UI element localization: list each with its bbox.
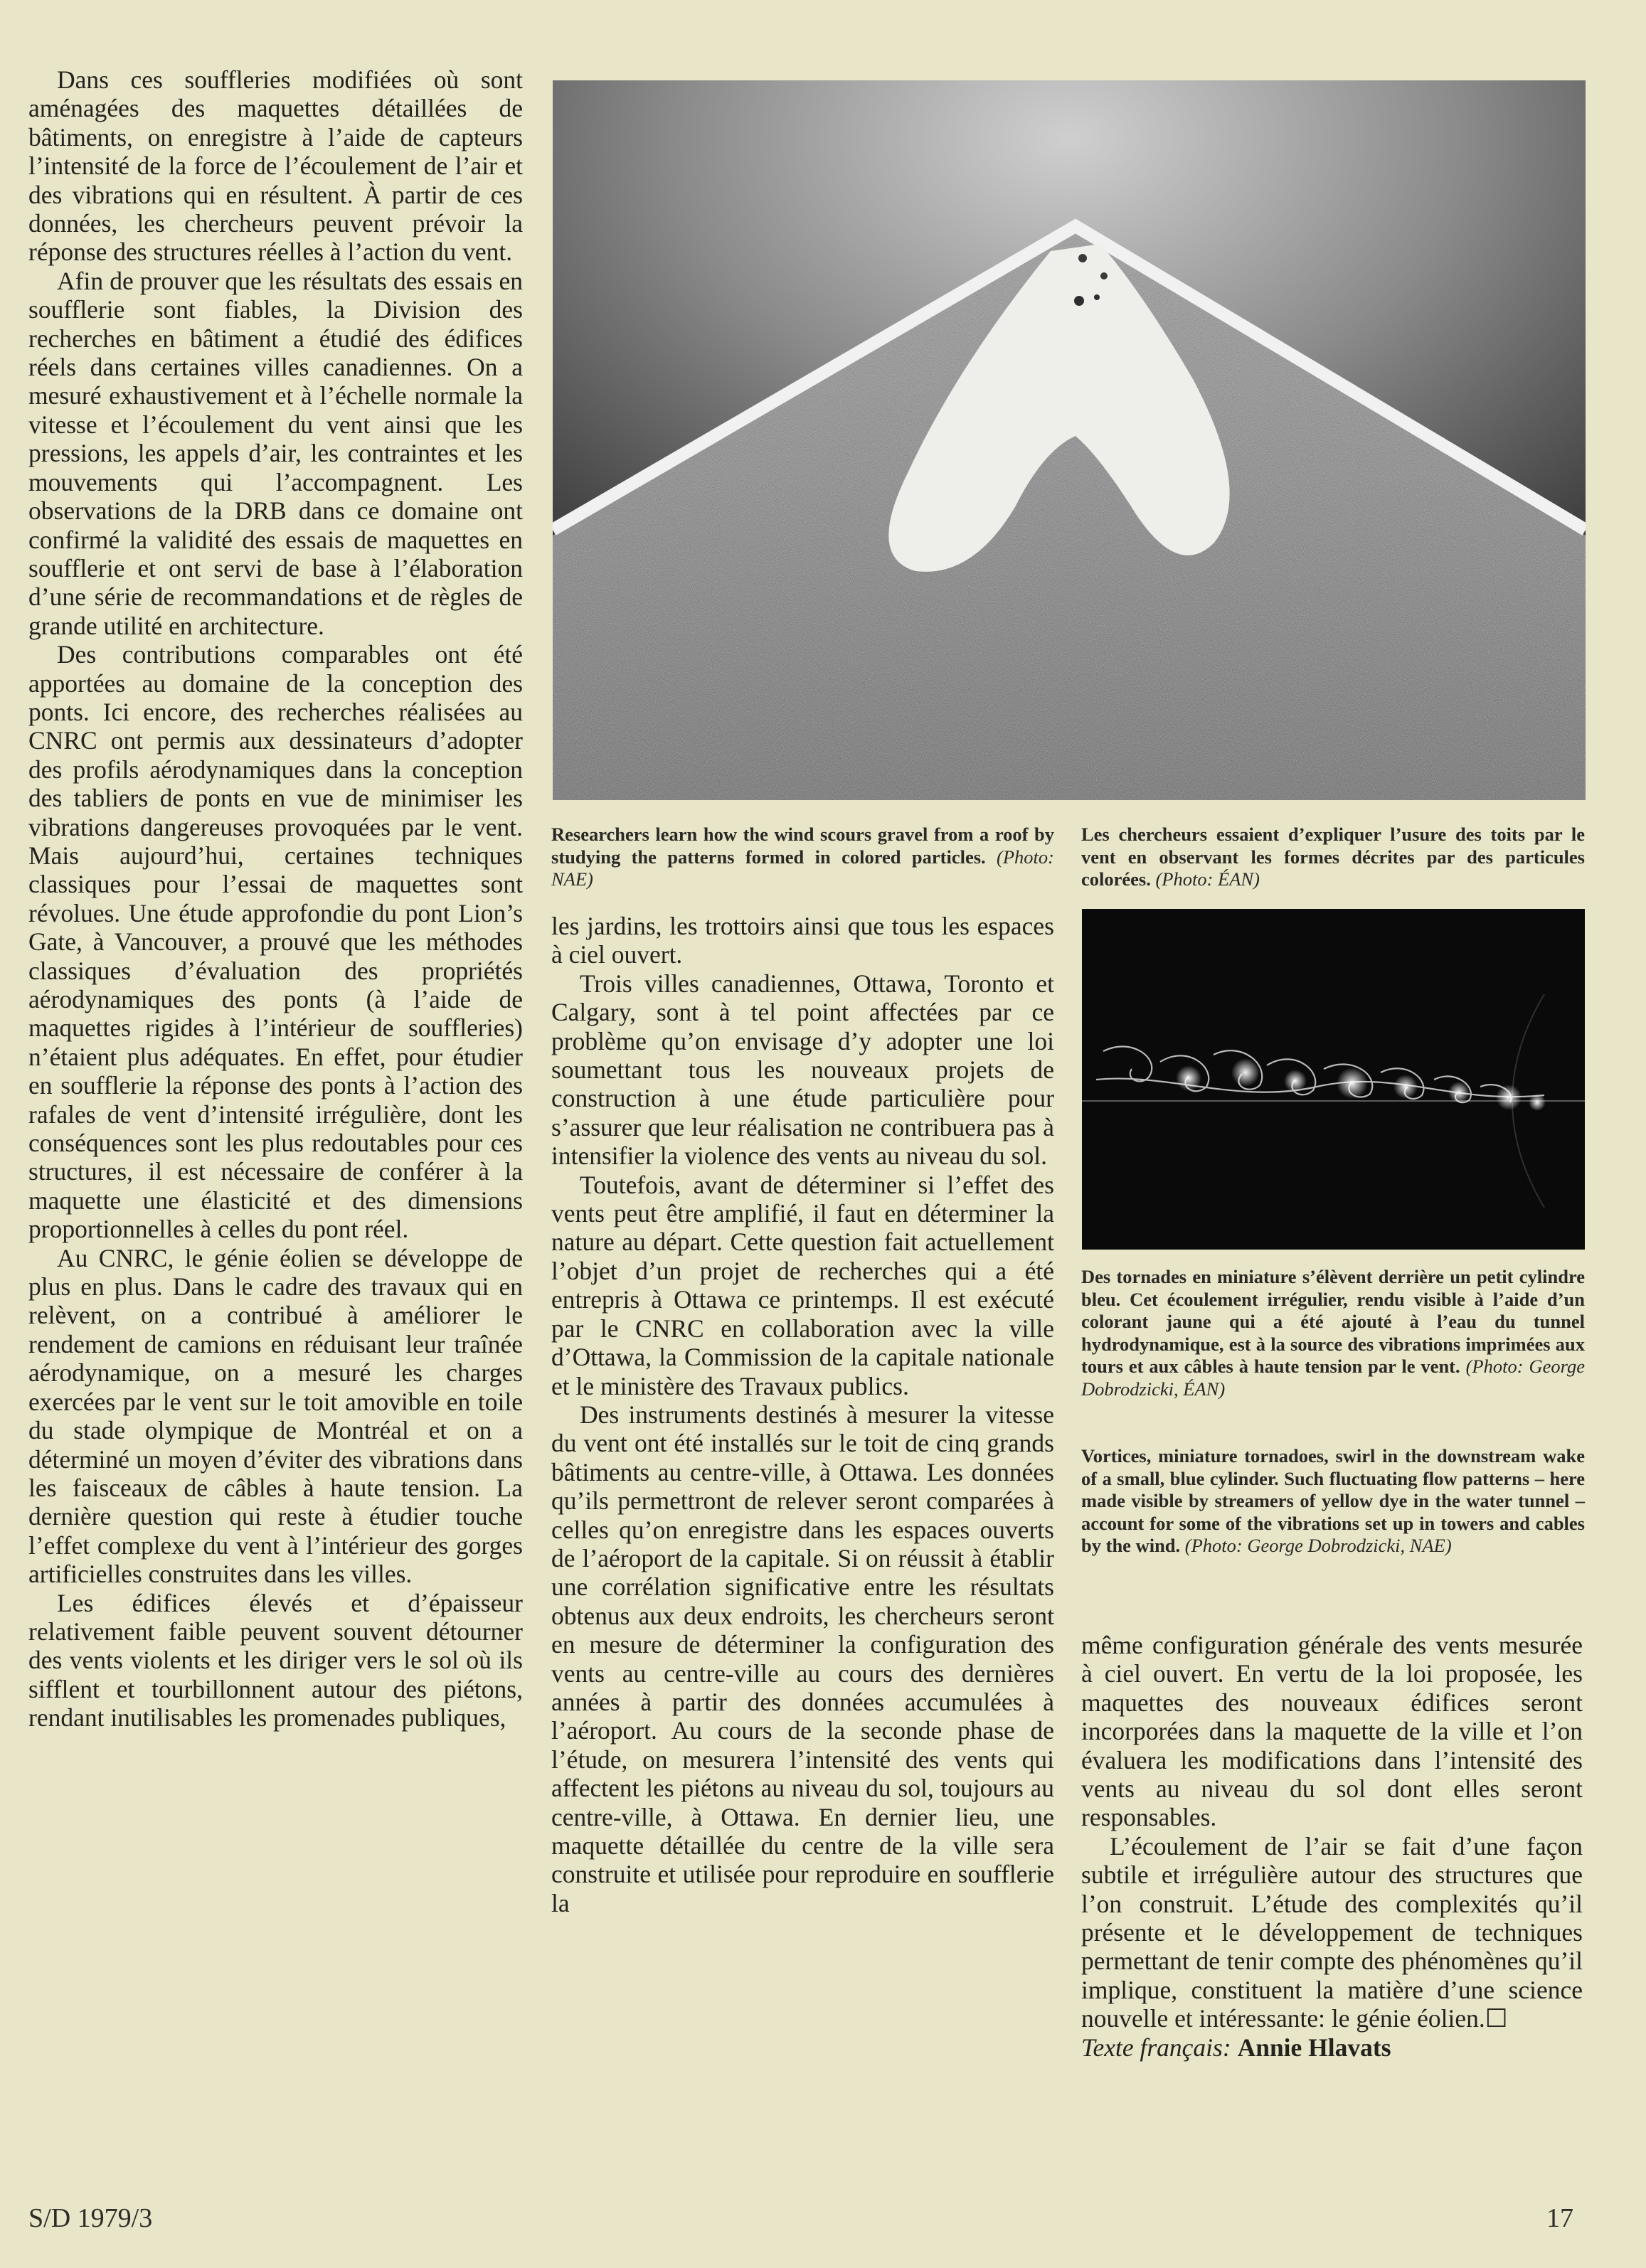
photo-caption-french xyxy=(1081,1266,1585,1400)
caption-text: Researchers learn how the wind scours gravel from a roof by studying the patterns formed in colored particles. xyxy=(551,824,1054,868)
photo-credit: (Photo: ÉAN) xyxy=(1155,868,1260,890)
roof-gravel-photo xyxy=(553,80,1586,800)
translator-label: Texte français: xyxy=(1081,2033,1231,2062)
caption-text: Les chercheurs essaient d’expliquer l’usure des toits par le vent en observant les formes décrites par des particules colorées. xyxy=(1081,824,1585,890)
photo-caption-french xyxy=(1081,824,1585,891)
paragraph: Au CNRC, le génie éolien se développe de plus en plus. Dans le cadre des travaux qui en relèvent, on a contribué à améliorer le rendement de camions en réduisant leur traînée aérodynamique, on a mesuré les charges exercées par le vent sur le toit amovible en toile du stade olympique de Montréal et on a déterminé un moyen d’éviter des vibrations dans les faisceaux de câbles à haute tension. La dernière question qui reste à étudier touche l’effet complexe du vent à l’intérieur des gorges artificielles construites dans les villes. xyxy=(28,1243,523,1589)
photo-credit: (Photo: George Dobrodzicki, ÉAN) xyxy=(1081,1356,1586,1400)
caption-text: Des tornades en miniature s’élèvent derrière un petit cylindre bleu. Cet écoulement irrégulier, rendu visible à l’aide d’un colorant jaune qui a été ajouté à l’eau du tunnel hydrodynamique, est à la source des vibrations imprimées aux tours et aux câbles à haute tension par le vent. xyxy=(1081,1266,1585,1377)
paragraph: les jardins, les trottoirs ainsi que tous les espaces à ciel ouvert. xyxy=(551,912,1054,969)
issue-number: S/D 1979/3 xyxy=(28,2203,153,2233)
photo-caption-english xyxy=(551,824,1054,891)
vortex-water-tunnel-photo xyxy=(1082,909,1585,1250)
paragraph: Des contributions comparables ont été apportées au domaine de la conception des ponts. Ici encore, des recherches réalisées au CNRC ont permis aux dessinateurs d’adopter des profils aérodynamiques dans la conception des tabliers de ponts en vue de minimiser les vibrations dangereuses provoquées par le vent. Mais aujourd’hui, certaines techniques classiques pour l’essai de maquettes sont révolues. Une étude approfondie du pont Lion’s Gate, à Vancouver, a prouvé que les méthodes classiques d’évaluation des propriétés aérodynamiques des ponts (à l’aide de maquettes rigides à l’intérieur de souffleries) n’étaient plus adéquates. En effet, pour étudier en soufflerie la réponse des ponts à l’action des rafales de vent d’intensité irrégulière, dont les conséquences sont les plus redoutables pour ces structures, il est nécessaire de conférer à la maquette une élasticité et des dimensions proportionnelles à celles du pont réel. xyxy=(28,640,523,1244)
caption-text: Vortices, miniature tornadoes, swirl in the downstream wake of a small, blue cylinder. Such fluctuating flow patterns – here made visible by streamers of yellow dye in the water tunnel – account for some of the vibrations set up in towers and cables by the wind. xyxy=(1081,1445,1585,1556)
page-number: 17 xyxy=(1546,2203,1573,2233)
paragraph: Toutefois, avant de déterminer si l’effet des vents peut être amplifié, il faut en déterminer la nature au départ. Cette question fait actuellement l’objet d’un projet de recherches qui a été entrepris à Ottawa ce printemps. Il est exécuté par le CNRC en collaboration avec la ville d’Ottawa, la Commission de la capitale nationale et le ministère des Travaux publics. xyxy=(551,1170,1054,1400)
article-column-2 xyxy=(551,912,1054,1917)
paragraph: Les édifices élevés et d’épaisseur relativement faible peuvent souvent détourner des vents violents et les diriger vers le sol où ils sifflent et tourbillonnent autour des piétons, rendant inutilisables les promenades publiques, xyxy=(28,1588,523,1732)
paragraph: Des instruments destinés à mesurer la vitesse du vent ont été installés sur le toit de cinq grands bâtiments au centre-ville, à Ottawa. Les données qu’ils permettront de relever seront comparées à celles qu’on enregistre dans les espaces ouverts de l’aéroport de la capitale. Si on réussit à établir une corrélation significative entre les résultats obtenus aux deux endroits, les chercheurs seront en mesure de déterminer la configuration des vents au centre-ville au cours des dernières années à partir des données accumulées à l’aéroport. Au cours de la seconde phase de l’étude, on mesurera l’intensité des vents qui affectent les piétons au niveau du sol, toujours au centre-ville, à Ottawa. En dernier lieu, une maquette détaillée du centre de la ville sera construite et utilisée pour reproduire en soufflerie la xyxy=(551,1400,1054,1917)
paragraph: Trois villes canadiennes, Ottawa, Toronto et Calgary, sont à tel point affectées par ce problème qu’on envisage d’y adopter une loi soumettant tous les nouveaux projets de construction à une étude particulière pour s’assurer que leur réalisation ne contribuera pas à intensifier la violence des vents au niveau du sol. xyxy=(551,969,1054,1171)
paragraph: Dans ces souffleries modifiées où sont aménagées des maquettes détaillées de bâtiments, on enregistre à l’aide de capteurs l’intensité de la force de l’écoulement de l’air et des vibrations qui en résultent. À partir de ces données, les chercheurs peuvent prévoir la réponse des structures réelles à l’action du vent. xyxy=(28,65,523,267)
paragraph: L’écoulement de l’air se fait d’une façon subtile et irrégulière autour des structures que l’on construit. L’étude des complexités qu’il présente et le développement de techniques permettant de tenir compte des phénomènes qu’il implique, constituent la matière d’une science nouvelle et intéressante: le génie éolien.☐ xyxy=(1081,1831,1583,2033)
translator-credit xyxy=(1081,2033,1583,2062)
article-column-1 xyxy=(28,65,523,1732)
translator-name: Annie Hlavats xyxy=(1237,2033,1391,2062)
photo-caption-english xyxy=(1081,1445,1585,1558)
photo-credit: (Photo: George Dobrodzicki, NAE) xyxy=(1184,1535,1452,1556)
paragraph: même configuration générale des vents mesurée à ciel ouvert. En vertu de la loi proposée, les maquettes des nouveaux édifices seront incorporées dans la maquette de la ville et l’on évaluera les modifications dans l’intensité des vents au niveau du sol dont elles seront responsables. xyxy=(1081,1631,1583,1832)
photo-credit: (Photo: NAE) xyxy=(551,846,1054,890)
paragraph: Afin de prouver que les résultats des essais en soufflerie sont fiables, la Division des recherches en bâtiment a étudié des édifices réels dans certaines villes canadiennes. On a mesuré exhaustivement et à l’échelle normale la vitesse et l’écoulement du vent ainsi que les pressions, les appels d’air, les contraintes et les mouvements qui l’accompagnent. Les observations de la DRB dans ce domaine ont confirmé la validité des essais de maquettes en soufflerie et ont servi de base à l’élaboration d’une série de recommandations et de règles de grande utilité en architecture. xyxy=(28,266,523,640)
article-column-3 xyxy=(1081,1631,1583,2062)
